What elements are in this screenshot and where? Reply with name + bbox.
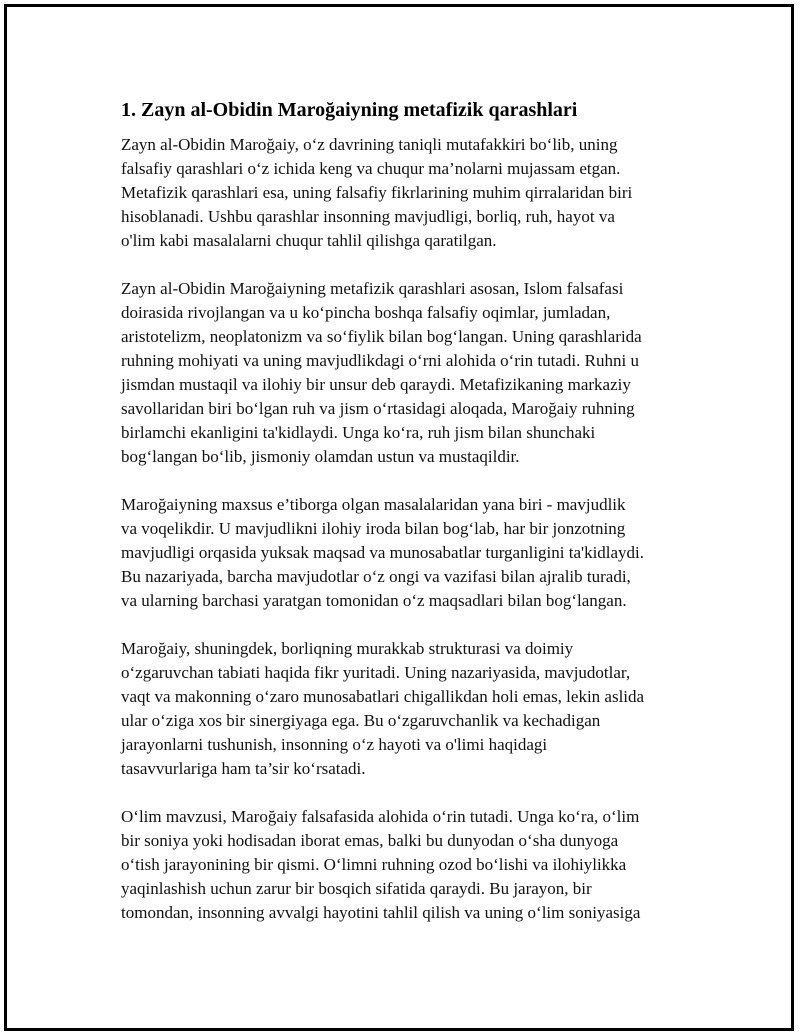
text-line: ruhning mohiyati va uning mavjudlikdagi o‘rni alohida o‘rin tutadi. Ruhni u: [121, 351, 639, 370]
text-line: Metafizik qarashlari esa, uning falsafiy fikrlarining muhim qirralaridan biri: [121, 183, 633, 202]
text-line: jismdan mustaqil va ilohiy bir unsur deb qaraydi. Metafizikaning markaziy: [121, 375, 631, 394]
text-line: aristotelizm, neoplatonizm va so‘fiylik bilan bog‘langan. Uning qarashlarida: [121, 327, 642, 346]
text-line: tasavvurlariga ham ta’sir ko‘rsatadi.: [121, 759, 366, 778]
paragraph-existence: [121, 493, 701, 613]
text-line: Bu nazariyada, barcha mavjudotlar o‘z ongi va vazifasi bilan ajralib turadi,: [121, 567, 631, 586]
text-line: Zayn al-Obidin Maroğaiy, o‘z davrining taniqli mutafakkiri bo‘lib, uning: [121, 135, 618, 154]
text-line: falsafiy qarashlari o‘z ichida keng va chuqur ma’nolarni mujassam etgan.: [121, 159, 621, 178]
text-line: savollaridan biri bo‘lgan ruh va jism o‘rtasidagi aloqada, Maroğaiy ruhning: [121, 399, 635, 418]
document-body: [121, 97, 701, 925]
paragraph-metaphysics: [121, 277, 701, 469]
text-line: Zayn al-Obidin Maroğaiyning metafizik qarashlari asosan, Islom falsafasi: [121, 279, 624, 298]
text-line: bir soniya yoki hodisadan iborat emas, balki bu dunyodan o‘sha dunyoga: [121, 831, 619, 850]
paragraph-death: [121, 805, 701, 925]
text-line: doirasida rivojlangan va u ko‘pincha boshqa falsafiy oqimlar, jumladan,: [121, 303, 611, 322]
text-line: birlamchi ekanligini ta'kidlaydi. Unga ko‘ra, ruh jism bilan shunchaki: [121, 423, 596, 442]
text-line: jarayonlarni tushunish, insonning o‘z hayoti va o'limi haqidagi: [121, 735, 548, 754]
text-line: O‘lim mavzusi, Maroğaiy falsafasida alohida o‘rin tutadi. Unga ko‘ra, o‘lim: [121, 807, 640, 826]
text-line: o‘tish jarayonining bir qismi. O‘limni ruhning ozod bo‘lishi va ilohiylikka: [121, 855, 627, 874]
paragraph-being-structure: [121, 637, 701, 781]
text-line: yaqinlashish uchun zarur bir bosqich sifatida qaraydi. Bu jarayon, bir: [121, 879, 592, 898]
section-heading: 1. Zayn al-Obidin Maroğaiyning metafizik qarashlari: [121, 99, 578, 121]
text-line: mavjudligi orqasida yuksak maqsad va munosabatlar turganligini ta'kidlaydi.: [121, 543, 645, 562]
text-line: va voqelikdir. U mavjudlikni ilohiy iroda bilan bog‘lab, har bir jonzotning: [121, 519, 626, 538]
text-line: vaqt va makonning o‘zaro munosabatlari chigallikdan holi emas, lekin aslida: [121, 687, 645, 706]
text-line: va ularning barchasi yaratgan tomonidan o‘z maqsadlari bilan bog‘langan.: [121, 591, 627, 610]
text-line: Maroğaiyning maxsus e’tiborga olgan masalalaridan yana biri - mavjudlik: [121, 495, 626, 514]
page-frame: [4, 4, 794, 1031]
text-line: hisoblanadi. Ushbu qarashlar insonning mavjudligi, borliq, ruh, hayot va: [121, 207, 615, 226]
text-line: o'lim kabi masalalarni chuqur tahlil qilishga qaratilgan.: [121, 231, 497, 250]
text-line: Maroğaiy, shuningdek, borliqning murakkab strukturasi va doimiy: [121, 639, 574, 658]
text-line: ular o‘ziga xos bir sinergiyaga ega. Bu o‘zgaruvchanlik va kechadigan: [121, 711, 601, 730]
text-line: tomondan, insonning avvalgi hayotini tahlil qilish va uning o‘lim soniyasiga: [121, 903, 641, 922]
paragraph-intro: [121, 133, 701, 253]
text-line: o‘zgaruvchan tabiati haqida fikr yuritadi. Uning nazariyasida, mavjudotlar,: [121, 663, 631, 682]
text-line: bog‘langan bo‘lib, jismoniy olamdan ustun va mustaqildir.: [121, 447, 520, 466]
